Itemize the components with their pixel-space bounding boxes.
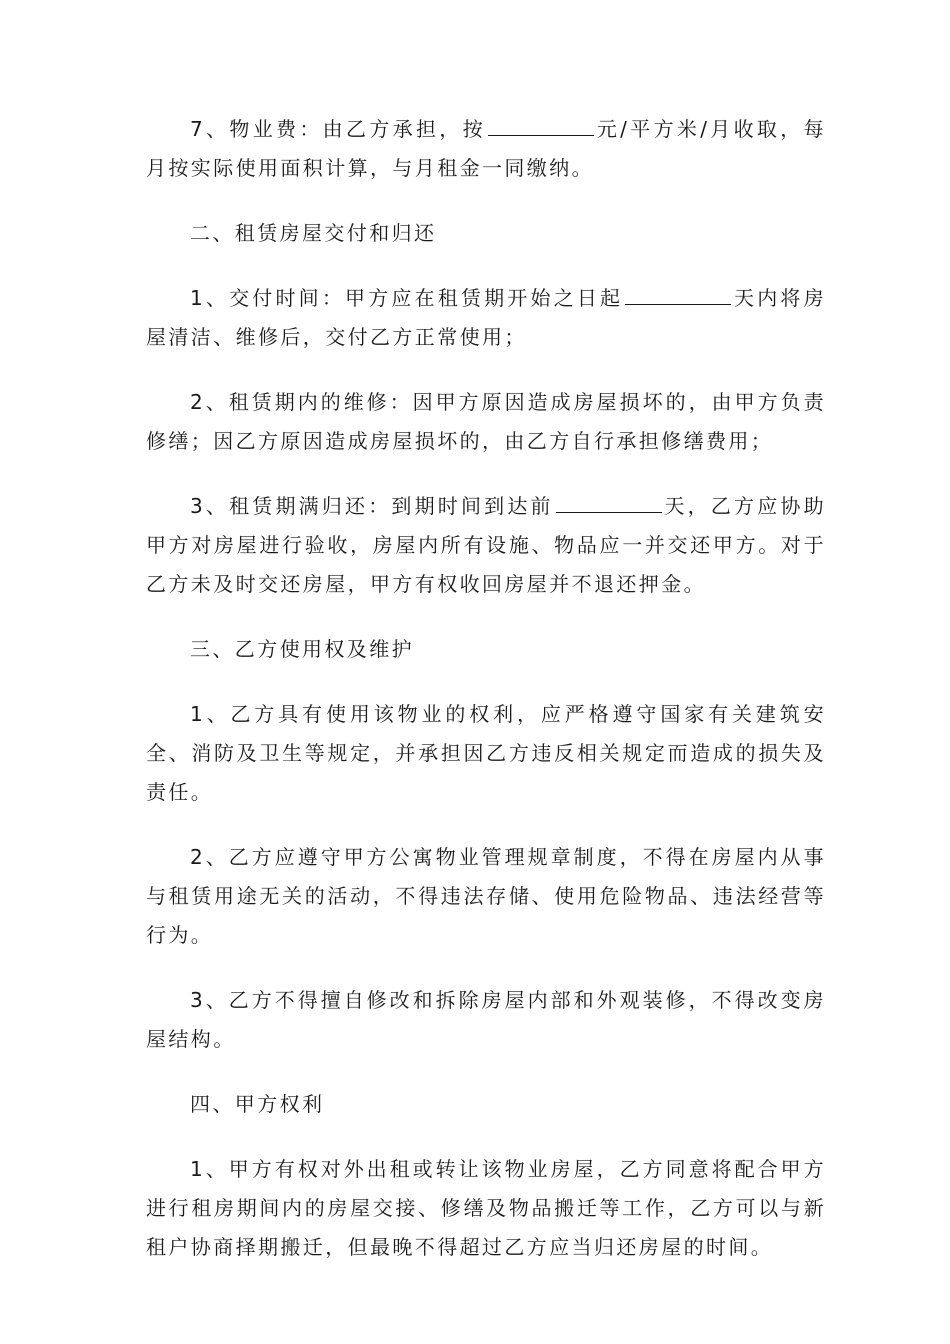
clause-tenant-rules	[146, 838, 826, 955]
clause-text: 1、交付时间：甲方应在租赁期开始之日起	[190, 286, 624, 310]
clause-text: 1、甲方有权对外出租或转让该物业房屋，乙方同意将配合甲方进行租房期间内的房屋交接、修缮及物品搬迁等工作，乙方可以与新租户协商择期搬迁，但最晚不得超过乙方应当归还房屋的时间。	[146, 1157, 826, 1259]
clause-text: 3、乙方不得擅自修改和拆除房屋内部和外观装修，不得改变房屋结构。	[146, 988, 826, 1051]
clause-text: 3、租赁期满归还：到期时间到达前	[190, 494, 554, 518]
section-heading-landlord-rights: 四、甲方权利	[190, 1092, 325, 1116]
section-heading-tenant-rights: 三、乙方使用权及维护	[190, 637, 414, 661]
fill-in-blank	[488, 117, 594, 136]
clause-text: 2、租赁期内的维修：因甲方原因造成房屋损坏的，由甲方负责修缮；因乙方原因造成房屋损坏的，由乙方自行承担修缮费用；	[146, 390, 826, 453]
clause-maintenance	[146, 383, 826, 461]
document-body	[146, 110, 826, 1293]
section-heading-delivery: 二、租赁房屋交付和归还	[190, 221, 437, 245]
clause-text: 元/平方米/月收取，每月按实际使用面积计算，与月租金一同缴纳。	[146, 117, 826, 180]
fill-in-blank	[556, 494, 662, 513]
clause-property-fee	[146, 110, 826, 188]
fill-in-blank	[625, 286, 731, 305]
clause-delivery-time	[146, 279, 826, 357]
clause-tenant-use	[146, 695, 826, 812]
clause-text: 1、乙方具有使用该物业的权利，应严格遵守国家有关建筑安全、消防及卫生等规定，并承担因乙方违反相关规定而造成的损失及责任。	[146, 702, 826, 804]
clause-no-modification	[146, 981, 826, 1059]
clause-text: 天，乙方应协助甲方对房屋进行验收，房屋内所有设施、物品应一并交还甲方。对于乙方未及时交还房屋，甲方有权收回房屋并不退还押金。	[146, 494, 827, 596]
clause-text: 天内将房屋清洁、维修后，交付乙方正常使用；	[146, 286, 826, 349]
clause-return	[146, 487, 826, 604]
clause-text: 2、乙方应遵守甲方公寓物业管理规章制度，不得在房屋内从事与租赁用途无关的活动，不得违法存储、使用危险物品、违法经营等行为。	[146, 845, 826, 947]
clause-text: 7、物业费：由乙方承担，按	[190, 117, 486, 141]
clause-landlord-transfer	[146, 1150, 826, 1267]
